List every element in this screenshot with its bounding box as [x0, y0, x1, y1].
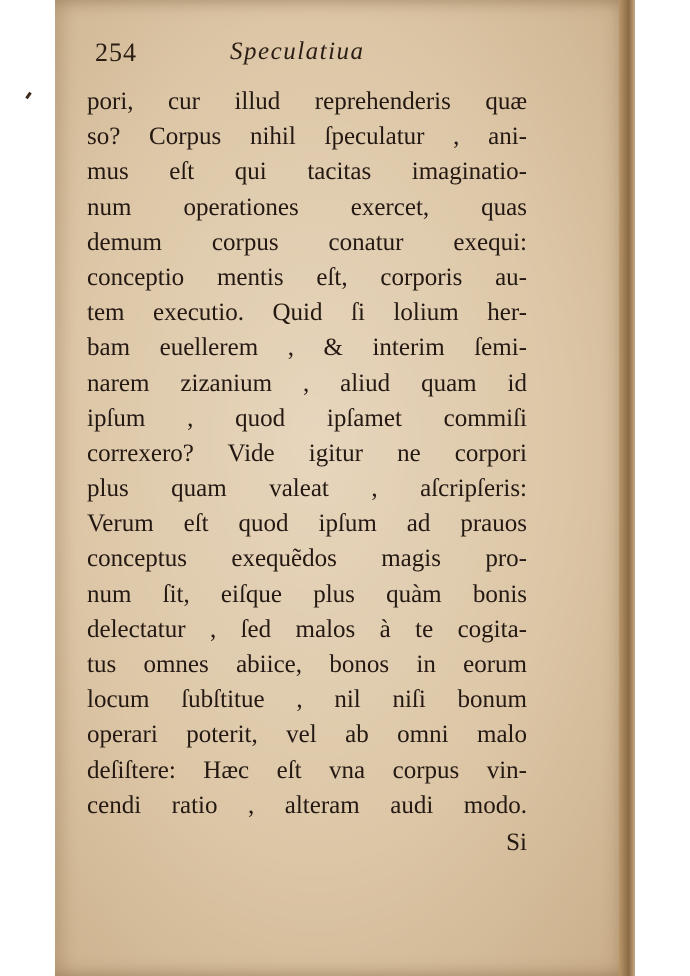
- text-line: conceptio mentis eſt, corporis au-: [87, 263, 527, 291]
- running-title: Speculatiua: [230, 38, 365, 65]
- text-line: cendi ratio , alteram audi modo.: [87, 791, 527, 819]
- text-line: num operationes exercet, quas: [87, 193, 527, 221]
- text-line: so? Corpus nihil ſpeculatur , ani-: [87, 123, 527, 151]
- catchword: Si: [506, 829, 527, 856]
- text-line: mus eſt qui tacitas imaginatio-: [87, 158, 527, 186]
- body-text: [87, 84, 527, 823]
- text-line: deſiſtere: Hæc eſt vna corpus vin-: [87, 756, 527, 784]
- text-line: Verum eſt quod ipſum ad prauos: [87, 510, 527, 538]
- text-line: num ſit, eiſque plus quàm bonis: [87, 580, 527, 608]
- text-line: locum ſubſtitue , nil niſi bonum: [87, 686, 527, 714]
- page-gutter-edge: [619, 0, 635, 976]
- text-line: tus omnes abiice, bonos in eorum: [87, 651, 527, 678]
- text-line: conceptus exequẽdos magis pro-: [87, 545, 527, 573]
- text-line: tem executio. Quid ſi lolium her-: [87, 299, 527, 327]
- page-header: [95, 34, 475, 74]
- text-line: plus quam valeat , aſcripſeris:: [87, 475, 527, 503]
- text-line: narem zizanium , aliud quam id: [87, 369, 527, 397]
- page-number: 254: [95, 38, 137, 67]
- text-line: demum corpus conatur exequi:: [87, 228, 527, 256]
- text-line: delectatur , ſed malos à te cogita-: [87, 615, 527, 643]
- text-line: operari poterit, vel ab omni malo: [87, 721, 527, 749]
- text-line: bam euellerem , & interim ſemi-: [87, 334, 527, 362]
- text-line: correxero? Vide igitur ne corpori: [87, 439, 527, 467]
- text-line: ipſum , quod ipſamet commiſi: [87, 404, 527, 432]
- margin-mark: [25, 92, 31, 99]
- text-line: pori, cur illud reprehenderis quæ: [87, 88, 527, 115]
